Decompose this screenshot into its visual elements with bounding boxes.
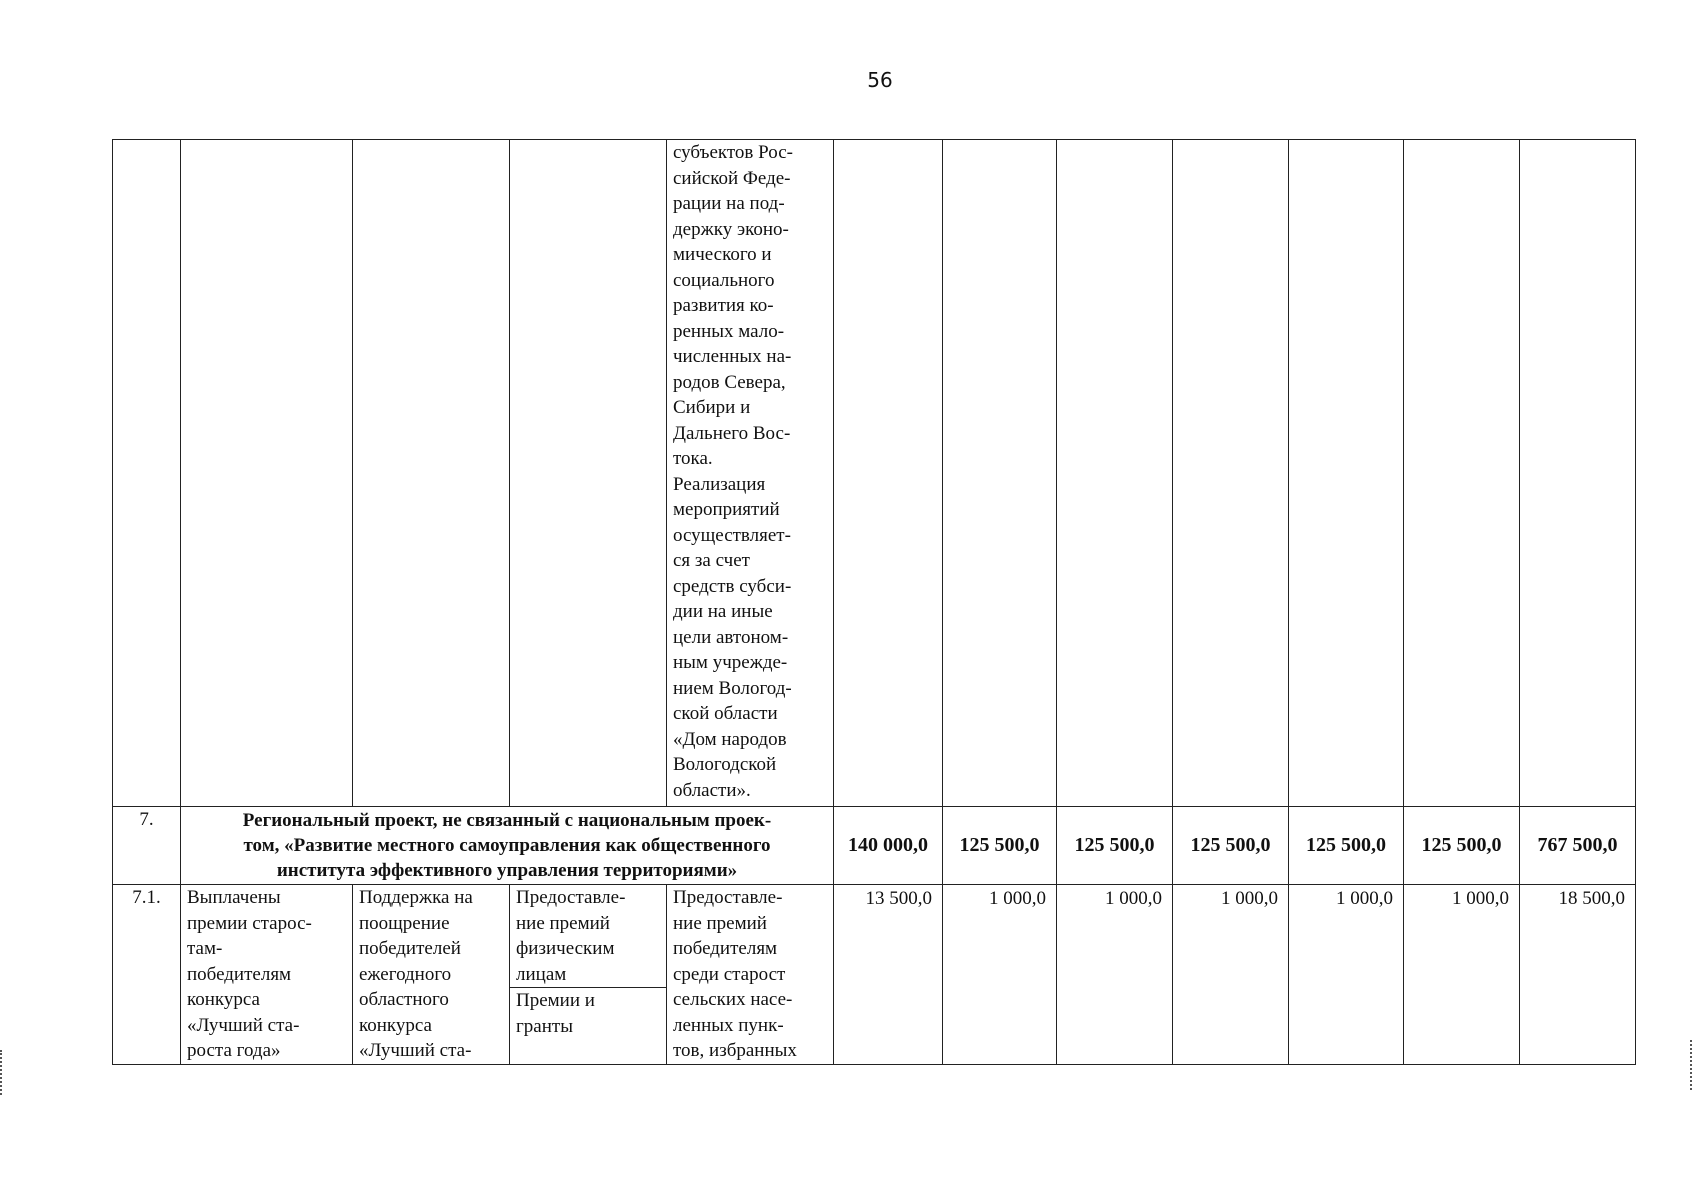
cell-value: 1 000,0 — [1404, 885, 1520, 1065]
project-title-line: том, «Развитие местного самоуправления как общественного — [243, 835, 771, 856]
cell-event — [353, 885, 510, 1065]
cell-number: 7. — [113, 807, 181, 885]
table-row-project — [113, 807, 1636, 885]
cell-description — [667, 885, 834, 1065]
expense-line: физическим — [516, 938, 615, 959]
scan-edge-mark — [1690, 1040, 1695, 1090]
description-line: Предоставле- — [673, 887, 783, 908]
description-line: ской области — [673, 703, 778, 724]
result-line: победителям — [187, 963, 292, 985]
cell-value-total: 18 500,0 — [1520, 885, 1636, 1065]
description-line: социального — [673, 269, 775, 291]
cell-value — [1520, 140, 1636, 807]
description-line: цели автоном- — [673, 626, 789, 648]
cell-value: 125 500,0 — [1057, 807, 1173, 885]
cell-value-total: 767 500,0 — [1520, 807, 1636, 885]
result-line: конкурса — [187, 989, 260, 1010]
event-line: «Лучший ста- — [359, 1040, 472, 1061]
result-line: «Лучший ста- — [187, 1014, 300, 1036]
description-line: победителям — [673, 938, 778, 959]
cell-number — [113, 140, 181, 807]
description-line: родов Севера, — [673, 371, 786, 393]
cell-value: 140 000,0 — [834, 807, 943, 885]
description-line: Сибири и — [673, 397, 751, 418]
description-line: мероприятий — [673, 499, 780, 520]
expense-type-kind — [510, 988, 666, 1039]
description-line: держку эконо- — [673, 218, 789, 240]
cell-value — [1404, 140, 1520, 807]
description-line: ренных мало- — [673, 320, 785, 342]
description-line: субъектов Рос- — [673, 142, 793, 163]
description-line: ным учрежде- — [673, 652, 788, 673]
expense-line: ние премий — [516, 912, 610, 934]
description-line: численных на- — [673, 346, 792, 367]
cell-expense-type — [510, 140, 667, 807]
table-row-item — [113, 885, 1636, 1065]
cell-value: 1 000,0 — [943, 885, 1057, 1065]
cell-value: 125 500,0 — [1173, 807, 1289, 885]
expense-line: лицам — [516, 963, 567, 985]
cell-value: 125 500,0 — [1289, 807, 1404, 885]
cell-description — [667, 140, 834, 807]
description-line: ние премий — [673, 912, 767, 934]
cell-expense-type — [510, 885, 667, 1065]
description-line: Вологодской — [673, 754, 777, 775]
cell-value: 1 000,0 — [1057, 885, 1173, 1065]
description-line: «Дом народов — [673, 728, 787, 750]
description-line: рации на под- — [673, 193, 785, 214]
description-line: среди старост — [673, 963, 786, 985]
page-number: 56 — [867, 68, 893, 92]
event-line: Поддержка на — [359, 887, 473, 908]
cell-value: 125 500,0 — [943, 807, 1057, 885]
description-line: Реализация — [673, 473, 766, 495]
cell-value: 125 500,0 — [1404, 807, 1520, 885]
project-title-line: Региональный проект, не связанный с национальным проек- — [242, 810, 772, 831]
cell-value — [834, 140, 943, 807]
event-line: конкурса — [359, 1014, 432, 1036]
scan-edge-mark — [0, 1050, 5, 1095]
description-line: тока. — [673, 448, 713, 469]
event-line: поощрение — [359, 912, 450, 934]
budget-table-container — [112, 139, 1635, 1064]
description-line: дии на иные — [673, 601, 773, 622]
project-title-line: института эффективного управления территориями» — [276, 860, 738, 881]
event-line: победителей — [359, 938, 461, 959]
expense-line: Премии и — [516, 990, 595, 1011]
description-line: нием Вологод- — [673, 677, 792, 699]
cell-value — [1057, 140, 1173, 807]
description-line: ся за счет — [673, 550, 750, 571]
expense-line: гранты — [516, 1015, 573, 1037]
description-line: сельских насе- — [673, 989, 793, 1010]
description-line: ленных пунк- — [673, 1014, 784, 1036]
description-line: тов, избранных — [673, 1040, 797, 1061]
description-line: сийской Феде- — [673, 167, 791, 189]
cell-result — [181, 140, 353, 807]
cell-value: 13 500,0 — [834, 885, 943, 1065]
description-line: области». — [673, 779, 751, 801]
expense-type-direction — [510, 885, 666, 988]
description-line: осуществляет- — [673, 524, 791, 546]
cell-value — [1173, 140, 1289, 807]
cell-value — [1289, 140, 1404, 807]
event-line: областного — [359, 989, 449, 1010]
expense-line: Предоставле- — [516, 887, 626, 908]
table-row-continuation — [113, 140, 1636, 807]
cell-result — [181, 885, 353, 1065]
cell-event — [353, 140, 510, 807]
description-line: мического и — [673, 244, 772, 265]
description-line: Дальнего Вос- — [673, 422, 791, 444]
cell-value — [943, 140, 1057, 807]
cell-value: 1 000,0 — [1173, 885, 1289, 1065]
result-line: премии старос- — [187, 912, 312, 934]
result-line: Выплачены — [187, 887, 281, 908]
cell-number: 7.1. — [113, 885, 181, 1065]
result-line: роста года» — [187, 1040, 281, 1061]
cell-project-title — [181, 807, 834, 885]
description-line: развития ко- — [673, 295, 774, 316]
budget-table — [112, 139, 1636, 1065]
event-line: ежегодного — [359, 963, 452, 985]
cell-value: 1 000,0 — [1289, 885, 1404, 1065]
description-line: средств субси- — [673, 575, 792, 597]
result-line: там- — [187, 938, 223, 959]
